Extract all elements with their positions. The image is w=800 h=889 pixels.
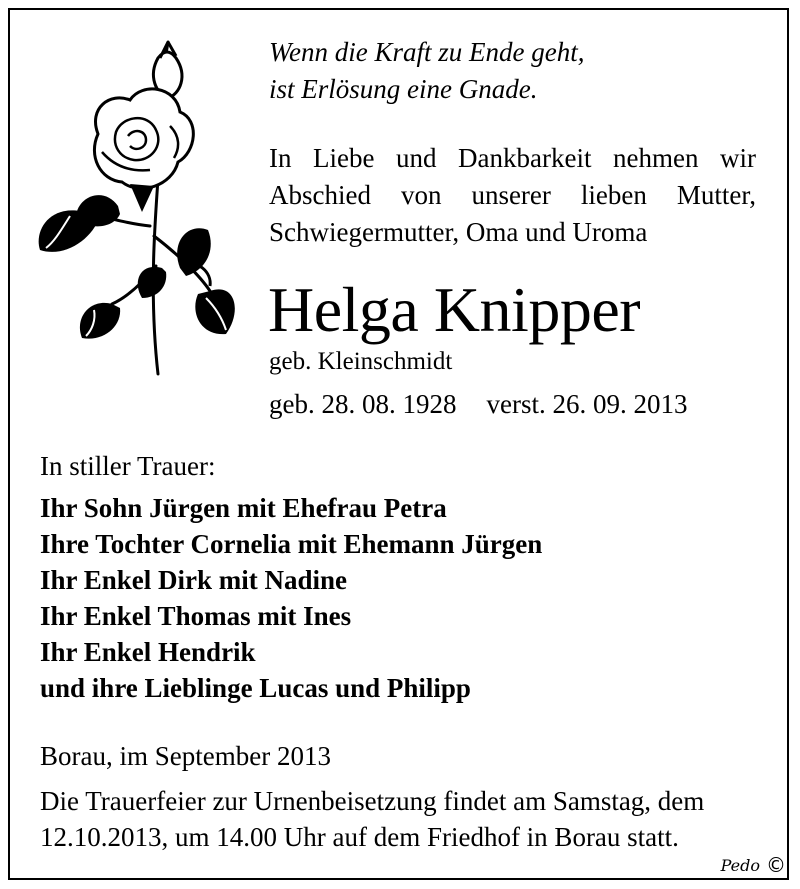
death-date: verst. 26. 09. 2013	[486, 389, 688, 419]
poem	[269, 34, 584, 108]
service-info	[40, 783, 754, 855]
mourner-line: Ihr Sohn Jürgen mit Ehefrau Petra	[40, 493, 447, 523]
maiden-name: geb. Kleinschmidt	[269, 348, 453, 375]
service-line: Die Trauerfeier zur Urnenbeisetzung findet am Samstag, dem	[40, 786, 705, 816]
life-dates	[269, 386, 687, 422]
intro-line: Schwiegermutter, Oma und Uroma	[269, 217, 648, 247]
designer-signature: Pedo	[720, 856, 760, 875]
service-line: 12.10.2013, um 14.00 Uhr auf dem Friedhof in Borau statt.	[40, 822, 679, 852]
rose-icon	[30, 36, 240, 386]
mourner-line: und ihre Lieblinge Lucas und Philipp	[40, 673, 471, 703]
intro-line: In Liebe und Dankbarkeit nehmen wir	[269, 143, 756, 173]
mourner-line: Ihr Enkel Thomas mit Ines	[40, 601, 352, 631]
poem-line: ist Erlösung eine Gnade.	[269, 74, 538, 104]
mourner-line: Ihr Enkel Dirk mit Nadine	[40, 565, 348, 595]
birth-date: geb. 28. 08. 1928	[269, 389, 457, 419]
intro-text	[269, 140, 756, 251]
mourner-line: Ihre Tochter Cornelia mit Ehemann Jürgen	[40, 529, 543, 559]
mourners-label: In stiller Trauer:	[40, 451, 216, 481]
copyright-icon: ©	[766, 853, 786, 877]
place-date: Borau, im September 2013	[40, 741, 331, 771]
mourners-list	[40, 490, 542, 706]
mourner-line: Ihr Enkel Hendrik	[40, 637, 256, 667]
deceased-name: Helga Knipper	[268, 274, 641, 345]
intro-line: Abschied von unserer lieben Mutter,	[269, 180, 756, 210]
poem-line: Wenn die Kraft zu Ende geht,	[269, 37, 585, 67]
